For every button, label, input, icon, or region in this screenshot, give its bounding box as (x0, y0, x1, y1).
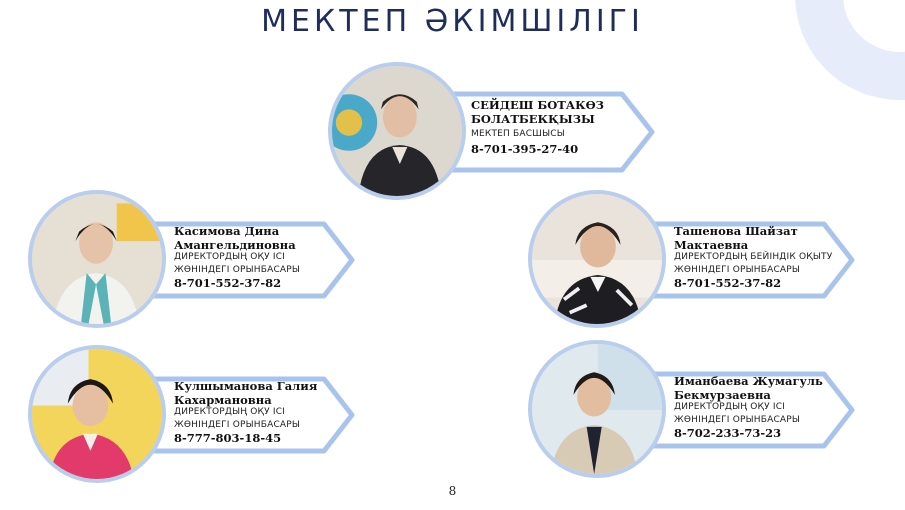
staff-card-director (328, 62, 658, 202)
staff-phone: 8-701-552-37-82 (674, 275, 782, 290)
portrait-placeholder (532, 344, 662, 474)
staff-role: ДИРЕКТОРДЫҢ БЕЙІНДІК ОҚЫТУ (674, 252, 833, 263)
page-number: 8 (448, 484, 457, 498)
page-title: МЕКТЕП ӘКІМШІЛІГІ (261, 4, 644, 39)
portrait-placeholder (332, 66, 462, 196)
staff-name: Амангельдиновна (174, 238, 296, 253)
staff-name: Ташенова Шайзат (674, 224, 798, 238)
staff-role: ЖӨНІНДЕГІ ОРЫНБАСАРЫ (674, 415, 801, 425)
staff-role: ДИРЕКТОРДЫҢ ОҚУ ІСІ (174, 407, 286, 418)
portrait-placeholder (32, 194, 162, 324)
staff-photo (28, 190, 166, 328)
staff-role: ДИРЕКТОРДЫҢ ОҚУ ІСІ (674, 402, 786, 413)
staff-photo (528, 340, 666, 478)
staff-role: ЖӨНІНДЕГІ ОРЫНБАСАРЫ (174, 265, 301, 275)
staff-phone: 8-701-552-37-82 (174, 275, 282, 290)
staff-name: Кулшыманова Галия (174, 379, 318, 393)
staff-photo (528, 190, 666, 328)
portrait-placeholder (32, 349, 162, 479)
staff-phone: 8-777-803-18-45 (174, 430, 282, 445)
staff-role: ДИРЕКТОРДЫҢ ОҚУ ІСІ (174, 252, 286, 263)
staff-role: МЕКТЕП БАСШЫСЫ (471, 129, 565, 140)
staff-phone: 8-702-233-73-23 (674, 425, 782, 440)
staff-name: СЕЙДЕШ БОТАКӨЗ (471, 98, 604, 112)
staff-name: БОЛАТБЕКҚЫЗЫ (471, 112, 595, 127)
staff-name: Кахармановна (174, 393, 272, 408)
staff-name: Касимова Дина (174, 224, 280, 238)
staff-photo (28, 345, 166, 483)
staff-photo (328, 62, 466, 200)
staff-card-deputy (528, 190, 863, 330)
staff-phone: 8-701-395-27-40 (471, 142, 579, 156)
staff-card-deputy (528, 340, 863, 480)
staff-name: Бекмурзаевна (674, 388, 771, 403)
portrait-placeholder (532, 194, 662, 324)
staff-name: Мактаевна (674, 238, 749, 253)
staff-role: ЖӨНІНДЕГІ ОРЫНБАСАРЫ (174, 420, 301, 430)
staff-role: ЖӨНІНДЕГІ ОРЫНБАСАРЫ (674, 265, 801, 275)
staff-card-deputy (28, 345, 363, 485)
staff-name: Иманбаева Жумагуль (674, 374, 823, 388)
staff-card-deputy (28, 190, 363, 330)
